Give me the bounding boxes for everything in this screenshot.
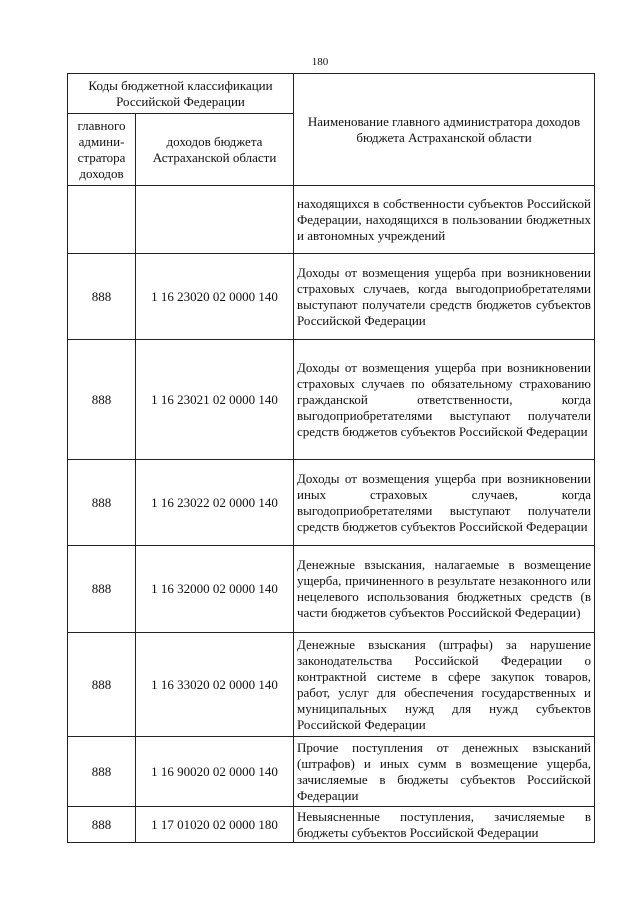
admin-code-cell: 888 <box>68 633 136 737</box>
admin-code-cell: 888 <box>68 460 136 546</box>
budget-codes-table <box>67 73 595 843</box>
header-name-column: Наименование главного администратора доходов бюджета Астраханской области <box>294 74 595 186</box>
header-income-column: доходов бюджета Астраханской области <box>136 114 294 186</box>
description-cell: Доходы от возмещения ущерба при возникновении иных страховых случаев, когда выгодоприобретателями выступают получатели средств бюджетов субъектов Российской Федерации <box>294 460 595 546</box>
income-code-cell: 1 16 33020 02 0000 140 <box>136 633 294 737</box>
header-group-title: Коды бюджетной классификации Российской Федерации <box>68 74 294 114</box>
income-code-cell: 1 16 23021 02 0000 140 <box>136 340 294 460</box>
description-cell: Денежные взыскания, налагаемые в возмещение ущерба, причиненного в результате незаконного или нецелевого использования бюджетных средств (в части бюджетов субъектов Российской Федерации) <box>294 546 595 633</box>
table-row <box>68 633 595 737</box>
income-code-cell: 1 16 23020 02 0000 140 <box>136 254 294 340</box>
description-cell: Денежные взыскания (штрафы) за нарушение законодательства Российской Федерации о контрактной системе в сфере закупок товаров, работ, услуг для обеспечения государственных и муниципальных нужд для нужд субъектов Российской Федерации <box>294 633 595 737</box>
income-code-cell: 1 16 90020 02 0000 140 <box>136 737 294 807</box>
table-row <box>68 460 595 546</box>
table-row <box>68 340 595 460</box>
table-row <box>68 254 595 340</box>
description-cell: находящихся в собственности субъектов Российской Федерации, находящихся в пользовании бюджетных и автономных учреждений <box>294 186 595 254</box>
admin-code-cell <box>68 186 136 254</box>
income-code-cell: 1 16 32000 02 0000 140 <box>136 546 294 633</box>
page-number: 180 <box>311 56 329 68</box>
description-cell: Прочие поступления от денежных взысканий (штрафов) и иных сумм в возмещение ущерба, зачисляемые в бюджеты субъектов Российской Федерации <box>294 737 595 807</box>
income-code-cell <box>136 186 294 254</box>
table-row <box>68 186 595 254</box>
admin-code-cell: 888 <box>68 807 136 843</box>
description-cell: Доходы от возмещения ущерба при возникновении страховых случаев по обязательному страхованию гражданской ответственности, когда выгодоприобретателями выступают получатели средств бюджетов субъектов Российской Федерации <box>294 340 595 460</box>
admin-code-cell: 888 <box>68 340 136 460</box>
admin-code-cell: 888 <box>68 546 136 633</box>
table-row <box>68 737 595 807</box>
admin-code-cell: 888 <box>68 254 136 340</box>
income-code-cell: 1 16 23022 02 0000 140 <box>136 460 294 546</box>
table-row <box>68 546 595 633</box>
header-admin-column: главного админи-стратора доходов <box>68 114 136 186</box>
table-row <box>68 807 595 843</box>
description-cell: Доходы от возмещения ущерба при возникновении страховых случаев, когда выгодоприобретателями выступают получатели средств бюджетов субъектов Российской Федерации <box>294 254 595 340</box>
admin-code-cell: 888 <box>68 737 136 807</box>
description-cell: Невыясненные поступления, зачисляемые в бюджеты субъектов Российской Федерации <box>294 807 595 843</box>
income-code-cell: 1 17 01020 02 0000 180 <box>136 807 294 843</box>
